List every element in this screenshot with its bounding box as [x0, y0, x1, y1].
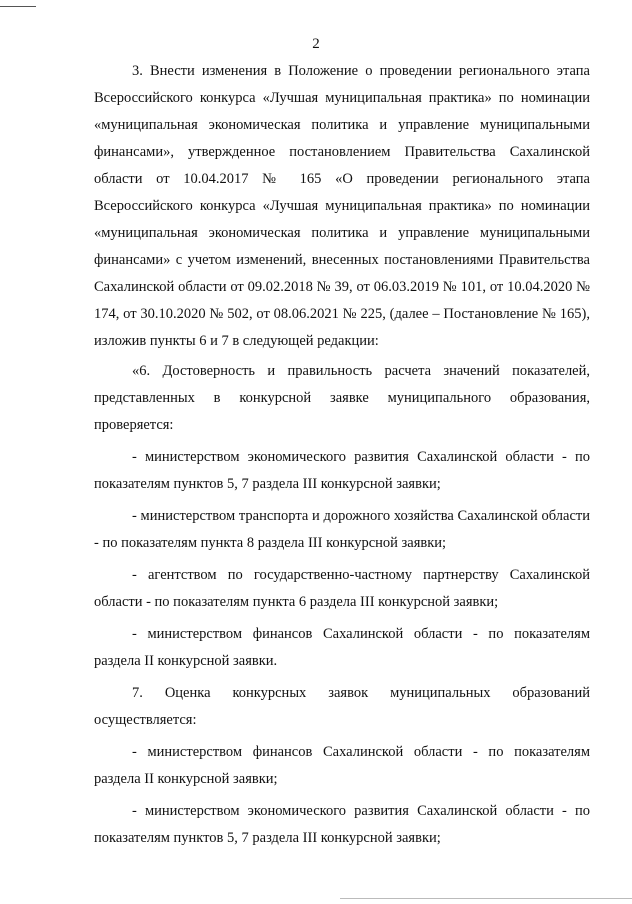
list-item-economic-ministry-evaluation: - министерством экономического развития Сахалинской области - по показателям пунктов 5, 7 раздела III конкурсной заявки;: [94, 803, 590, 846]
list-item-transport-ministry: - министерством транспорта и дорожного хозяйства Сахалинской области - по показателям пункта 8 раздела III конкурсной заявки;: [94, 508, 590, 551]
scan-edge-mark: [0, 6, 36, 7]
list-item-finance-ministry-evaluation: - министерством финансов Сахалинской области - по показателям раздела II конкурсной заявки;: [94, 744, 590, 787]
page-number: 2: [312, 36, 320, 52]
document-body: [94, 58, 590, 857]
list-item-economic-ministry: - министерством экономического развития Сахалинской области - по показателям пунктов 5, 7 раздела III конкурсной заявки;: [94, 449, 590, 492]
paragraph-item-7: 7. Оценка конкурсных заявок муниципальных образований осуществляется:: [94, 685, 590, 728]
list-item-ppp-agency: - агентством по государственно-частному партнерству Сахалинской области - по показателям пункта 6 раздела III конкурсной заявки;: [94, 567, 590, 610]
list-item-finance-ministry: - министерством финансов Сахалинской области - по показателям раздела II конкурсной заявки.: [94, 626, 590, 669]
scan-bottom-mark: [340, 898, 632, 899]
paragraph-item-6: «6. Достоверность и правильность расчета значений показателей, представленных в конкурсной заявке муниципального образования, проверяется:: [94, 363, 590, 433]
paragraph-amendment-intro: 3. Внести изменения в Положение о проведении регионального этапа Всероссийского конкурса «Лучшая муниципальная практика» по номинации «муниципальная экономическая политика и управление муниципальными финансами», утвержденное постановлением Правительства Сахалинской области от 10.04.2017 № 165 «О проведении регионального этапа Всероссийского конкурса «Лучшая муниципальная практика» по номинации «муниципальная экономическая политика и управление муниципальными финансами» с учетом изменений, внесенных постановлениями Правительства Сахалинской области от 09.02.2018 № 39, от 06.03.2019 № 101, от 10.04.2020 № 174, от 30.10.2020 № 502, от 08.06.2021 № 225, (далее – Постановление № 165), изложив пункты 6 и 7 в следующей редакции:: [94, 63, 590, 349]
